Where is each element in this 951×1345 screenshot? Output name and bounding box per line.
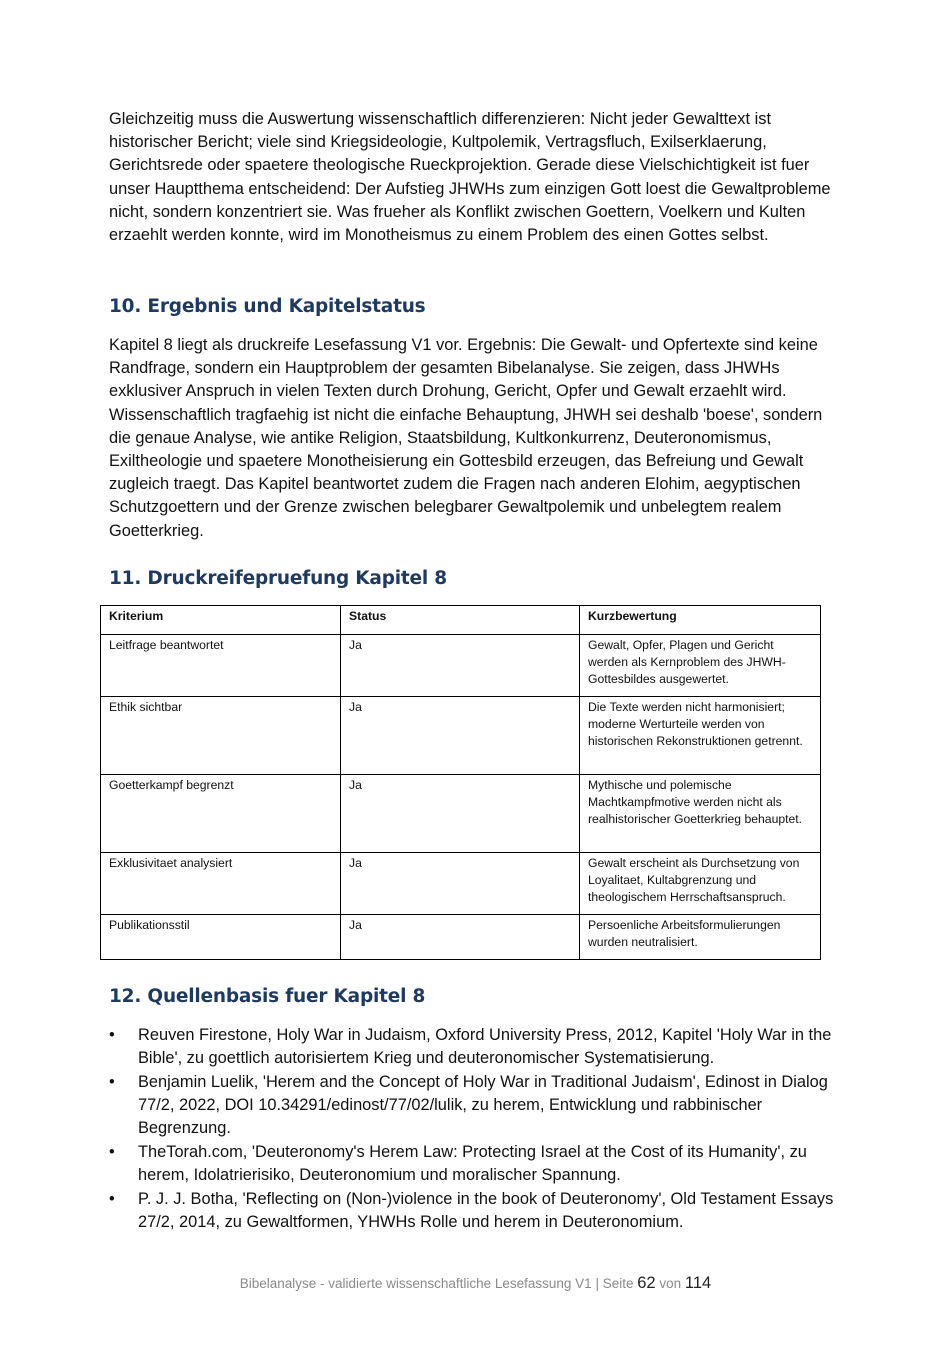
footer-text: Bibelanalyse - validierte wissenschaftliche Lesefassung V1 | Seite [239, 1276, 634, 1291]
cell-status: Ja [341, 853, 580, 915]
source-text: Benjamin Luelik, 'Herem and the Concept of Holy War in Traditional Judaism', Edinost in Dialog 77/2, 2022, DOI 10.34291/edinost/77/02/lulik, zu herem, Entwicklung und rabbinischer Begrenzung. [138, 1072, 828, 1138]
footer-of: von [659, 1276, 682, 1291]
table-row [101, 915, 821, 960]
table-header-row [101, 606, 821, 635]
review-table [100, 605, 821, 960]
bullet-icon: • [109, 1143, 115, 1162]
section-12-heading: 12. Quellenbasis fuer Kapitel 8 [109, 986, 426, 1007]
source-text: Reuven Firestone, Holy War in Judaism, Oxford University Press, 2012, Kapitel 'Holy War in the Bible', zu goettlich autorisiertem Krieg und deuteronomischer Systematisierung. [138, 1026, 832, 1068]
cell-bewertung: Mythische und polemische Machtkampfmotive werden nicht als realhistorischer Goetterkrieg behauptet. [580, 775, 821, 853]
cell-status: Ja [341, 697, 580, 775]
table-row [101, 697, 821, 775]
cell-bewertung: Gewalt erscheint als Durchsetzung von Loyalitaet, Kultabgrenzung und theologischem Herrschaftsanspruch. [580, 853, 821, 915]
cell-bewertung: Die Texte werden nicht harmonisiert; moderne Werturteile werden von historischen Rekonstruktionen getrennt. [580, 697, 821, 775]
list-item [109, 1188, 839, 1234]
list-item [109, 1141, 839, 1187]
page-total: 114 [684, 1274, 712, 1292]
list-item [109, 1071, 839, 1141]
list-item [109, 1024, 839, 1070]
cell-kriterium: Leitfrage beantwortet [101, 635, 341, 697]
cell-bewertung: Persoenliche Arbeitsformulierungen wurden neutralisiert. [580, 915, 821, 960]
table-row [101, 635, 821, 697]
cell-kriterium: Publikationsstil [101, 915, 341, 960]
table-row [101, 853, 821, 915]
section-10-heading: 10. Ergebnis und Kapitelstatus [109, 296, 426, 317]
source-text: P. J. J. Botha, 'Reflecting on (Non-)violence in the book of Deuteronomy', Old Testament Essays 27/2, 2014, zu Gewaltformen, YHWHs Rolle und herem in Deuteronomium. [138, 1189, 834, 1232]
source-list [109, 1024, 839, 1235]
page-number: 62 [637, 1274, 656, 1292]
column-header-status: Status [341, 606, 580, 635]
cell-kriterium: Exklusivitaet analysiert [101, 853, 341, 915]
cell-status: Ja [341, 915, 580, 960]
column-header-kriterium: Kriterium [101, 606, 341, 635]
section-11-heading: 11. Druckreifepruefung Kapitel 8 [109, 568, 447, 589]
cell-kriterium: Goetterkampf begrenzt [101, 775, 341, 853]
cell-status: Ja [341, 775, 580, 853]
page-footer [0, 1274, 951, 1293]
source-text: TheTorah.com, 'Deuteronomy's Herem Law: Protecting Israel at the Cost of its Humanity', zu herem, Idolatrierisiko, Deuteronomium und moralischer Spannung. [138, 1143, 807, 1185]
cell-bewertung: Gewalt, Opfer, Plagen und Gericht werden als Kernproblem des JHWH-Gottesbildes ausgewertet. [580, 635, 821, 697]
section-10-paragraph: Kapitel 8 liegt als druckreife Lesefassung V1 vor. Ergebnis: Die Gewalt- und Opfertexte sind keine Randfrage, sondern ein Hauptproblem der gesamten Bibelanalyse. Sie zeigen, dass JHWHs exklusiver Anspruch in vielen Texten durch Drohung, Gericht, Opfer und Gewalt erzaehlt wird. Wissenschaftlich tragfaehig ist nicht die einfache Behauptung, JHWH sei deshalb 'boese', sondern die genaue Analyse, wie antike Religion, Staatsbildung, Kultkonkurrenz, Deuteronomismus, Exiltheologie und spaetere Monotheisierung ein Gottesbild erzeugen, das Befreiung und Gewalt zugleich traegt. Das Kapitel beantwortet zudem die Fragen nach anderen Elohim, aegyptischen Schutzgoettern und der Grenze zwischen belegbarer Gewaltpolemik und unbelegtem realem Goetterkrieg. [109, 336, 823, 540]
table-row [101, 775, 821, 853]
bullet-icon: • [109, 1072, 115, 1091]
column-header-kurzbewertung: Kurzbewertung [580, 606, 821, 635]
bullet-icon: • [109, 1189, 115, 1208]
cell-kriterium: Ethik sichtbar [101, 697, 341, 775]
intro-paragraph: Gleichzeitig muss die Auswertung wissenschaftlich differenzieren: Nicht jeder Gewalttext ist historischer Bericht; viele sind Kriegsideologie, Kultpolemik, Vertragsfluch, Exilserklaerung, Gerichtsrede oder spaetere theologische Rueckprojektion. Gerade diese Vielschichtigkeit ist fuer unser Hauptthema entscheidend: Der Aufstieg JHWHs zum einzigen Gott loest die Gewaltprobleme nicht, sondern konzentriert sie. Was frueher als Konflikt zwischen Goettern, Voelkern und Kulten erzaehlt werden konnte, wird im Monotheismus zu einem Problem des einen Gottes selbst. [109, 110, 831, 245]
cell-status: Ja [341, 635, 580, 697]
bullet-icon: • [109, 1026, 115, 1044]
